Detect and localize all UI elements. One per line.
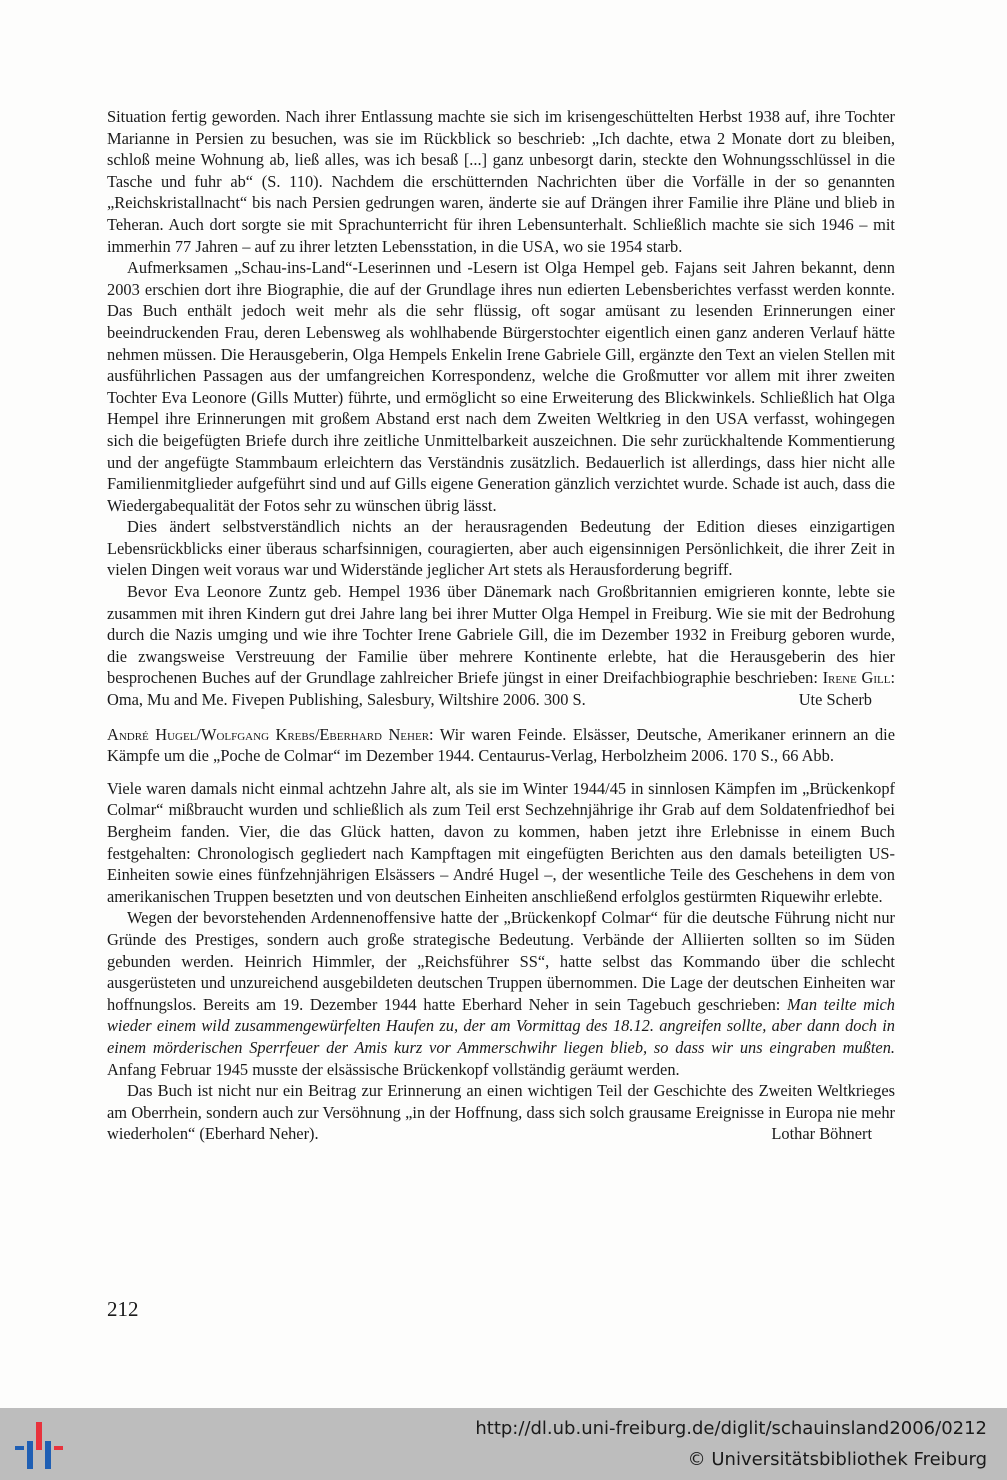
paragraph-6-text: Wegen der bevorstehenden Ardennenoffensive hatte der „Brückenkopf Colmar“ für die deutsche Führung nicht nur Gründe des Prestiges, sondern auch große strategische Bedeutung. Verbände der Alliierten sollten so im Süden gebunden werden. Heinrich Himmler, der „Reichsführer SS“, hatte selbst das Kommando über die schlecht ausgerüsteten und unzureichend ausgebildeten deutschen Truppen übernommen. Die Lage der deutschen Einheiten war hoffnungslos. Bereits am 19. Dezember 1944 hatte Eberhard Neher in sein Tagebuch geschrieben: bbox=[107, 908, 895, 1014]
review-heading bbox=[107, 724, 895, 767]
diary-quote: Man teilte mich wieder einem wild zusammengewürfelten Haufen zu, der am Vormittag des 18.12. angreifen sollte, aber dann doch in einem mörderischen Sperrfeuer der Amis kurz vor Ammerschwihr liegen blieb, so dass wir uns eingraben mußten. bbox=[107, 994, 895, 1057]
paragraph-7 bbox=[107, 1080, 895, 1145]
paragraph-6 bbox=[107, 907, 895, 1080]
copyright-notice: © Universitätsbibliothek Freiburg bbox=[687, 1449, 987, 1470]
paragraph-2: Aufmerksamen „Schau-ins-Land“-Leserinnen und -Lesern ist Olga Hempel geb. Fajans seit Jahren bekannt, denn 2003 erschien dort ihre Biographie, die auf der Grundlage ihres nun edierten Lebensberichtes verfasst werden konnte. Das Buch enthält jedoch weit mehr als die sehr flüssig, oft sogar amüsant zu lesenden Erinnerungen einer beeindruckenden Frau, deren Lebensweg als wohlhabende Bürgerstochter eigentlich einen ganz anderen Verlauf hätte nehmen müssen. Die Herausgeberin, Olga Hempels Enkelin Irene Gabriele Gill, ergänzte den Text an vielen Stellen mit ausführlichen Passagen aus der umfangreichen Korrespondenz, welche die Großmutter vor allem mit ihrer zweiten Tochter Eva Leonore (Gills Mutter) führte, und ermöglicht so eine Erweiterung des Blickwinkels. Schließlich hat Olga Hempel ihre Erinnerungen mit großem Abstand erst nach dem Zweiten Weltkrieg in den USA verfasst, wohingegen sich die beigefügten Briefe durch ihre zeitliche Unmittelbarkeit auszeichnen. Die sehr zurückhaltende Kommentierung und der angefügte Stammbaum erleichtern das Verständnis zusätzlich. Bedauerlich ist allerdings, dass hier nicht alle Familienmitglieder aufgeführt sind und auf Gills eigene Generation gänzlich verzichtet wurde. Schade ist auch, dass die Wiedergabequalität der Fotos sehr zu wünschen übrig lässt. bbox=[107, 258, 895, 515]
review-signature-2: Lothar Böhnert bbox=[771, 1124, 872, 1144]
page-number: 212 bbox=[107, 1297, 139, 1321]
paragraph-3: Dies ändert selbstverständlich nichts an der herausragenden Bedeutung der Edition dieses einzigartigen Lebensrückblicks einer überaus scharfsinnigen, couragierten, aber auch eigensinnigen Persönlichkeit, die ihrer Zeit in vielen Dingen weit voraus war und Widerstände jeglicher Art stets als Herausforderung begriff. bbox=[107, 517, 895, 580]
cited-author: Irene Gill bbox=[822, 668, 891, 688]
article-body bbox=[107, 106, 895, 1145]
ub-freiburg-logo-icon bbox=[14, 1419, 64, 1469]
paragraph-4 bbox=[107, 581, 895, 711]
paragraph-4-text: Bevor Eva Leonore Zuntz geb. Hempel 1936 über Dänemark nach Großbritannien emigrieren konnte, lebte sie zusammen mit ihren Kindern gut drei Jahre lang bei ihrer Mutter Olga Hempel in Freiburg. Wie sie mit der Bedrohung durch die Nazis umging und wie ihre Tochter Irene Gabriele Gill, die im Dezember 1932 in Freiburg geboren wurde, die zwangsweise Verstreuung der Familie über mehrere Kontinente erlebte, hat die Herausgeberin des hier besprochenen Buches auf der Grundlage zahlreicher Briefe jüngst in einer Dreifachbiographie beschrieben: bbox=[107, 582, 895, 688]
paragraph-1: Situation fertig geworden. Nach ihrer Entlassung machte sie sich im krisengeschüttelten Herbst 1938 auf, ihre Tochter Marianne in Persien zu besuchen, was sie im Rückblick so beschrieb: „Ich dachte, etwa 2 Monate dort zu bleiben, schloß meine Wohnung ab, ließ alles, was ich besaß [...] ganz unbesorgt darin, steckte den Wohnungsschlüssel in die Tasche und fuhr ab“ (S. 110). Nachdem die erschütternden Nachrichten über die Vorfälle in der so genannten „Reichskristallnacht“ bis nach Persien gedrungen waren, änderte sie auf Drängen ihrer Familie ihre Pläne und blieb in Teheran. Auch dort sorgte sie mit Sprachunterricht für ihren Lebensunterhalt. Schließlich machte sie sich 1946 – mit immerhin 77 Jahren – auf zu ihrer letzten Lebensstation, in die USA, wo sie 1954 starb. bbox=[107, 107, 895, 256]
paragraph-4-citation: : Oma, Mu and Me. Fivepen Publishing, Salesbury, Wiltshire 2006. 300 S. bbox=[107, 668, 895, 710]
paragraph-5: Viele waren damals nicht einmal achtzehn Jahre alt, als sie im Winter 1944/45 in sinnlosen Kämpfen im „Brückenkopf Colmar“ mißbraucht wurden und schließlich als zum Teil erst Sechzehnjährige ihr Grab auf dem Soldatenfriedhof bei Bergheim fanden. Vier, die das Glück hatten, davon zu kommen, haben jetzt ihre Erlebnisse in einem Buch festgehalten: Chronologisch gegliedert nach Kampftagen mit eingefügten Berichten aus den damals beteiligten US-Einheiten sowie eines fünfzehnjährigen Elsässers – André Hugel –, der wesentliche Teile des Geschehens in dem von amerikanischen Truppen besetzten und von deutschen Einheiten anschließend erfolglos gestürmten Riquewihr erlebte. bbox=[107, 778, 895, 906]
source-url-link[interactable]: http://dl.ub.uni-freiburg.de/diglit/schauinsland2006/0212 bbox=[475, 1418, 987, 1439]
paragraph-6-end: Anfang Februar 1945 musste der elsässische Brückenkopf vollständig geräumt werden. bbox=[107, 1059, 680, 1079]
paragraph-7-text: Das Buch ist nicht nur ein Beitrag zur Erinnerung an einen wichtigen Teil der Geschichte des Zweiten Weltkrieges am Oberrhein, sondern auch zur Versöhnung „in der Hoffnung, dass sich solch grausame Ereignisse in Europa nie mehr wiederholen“ (Eberhard Neher). bbox=[107, 1081, 895, 1144]
footer-bar bbox=[0, 1408, 1007, 1480]
review-signature-1: Ute Scherb bbox=[798, 690, 872, 710]
review-authors: André Hugel/Wolfgang Krebs/Eberhard Neher bbox=[107, 724, 430, 744]
review-book-title: : Wir waren Feinde. Elsässer, Deutsche, Amerikaner erinnern an die Kämpfe um die „Poche de Colmar“ im Dezember 1944. Centaurus-Verlag, Herbolzheim 2006. 170 S., 66 Abb. bbox=[107, 724, 895, 766]
